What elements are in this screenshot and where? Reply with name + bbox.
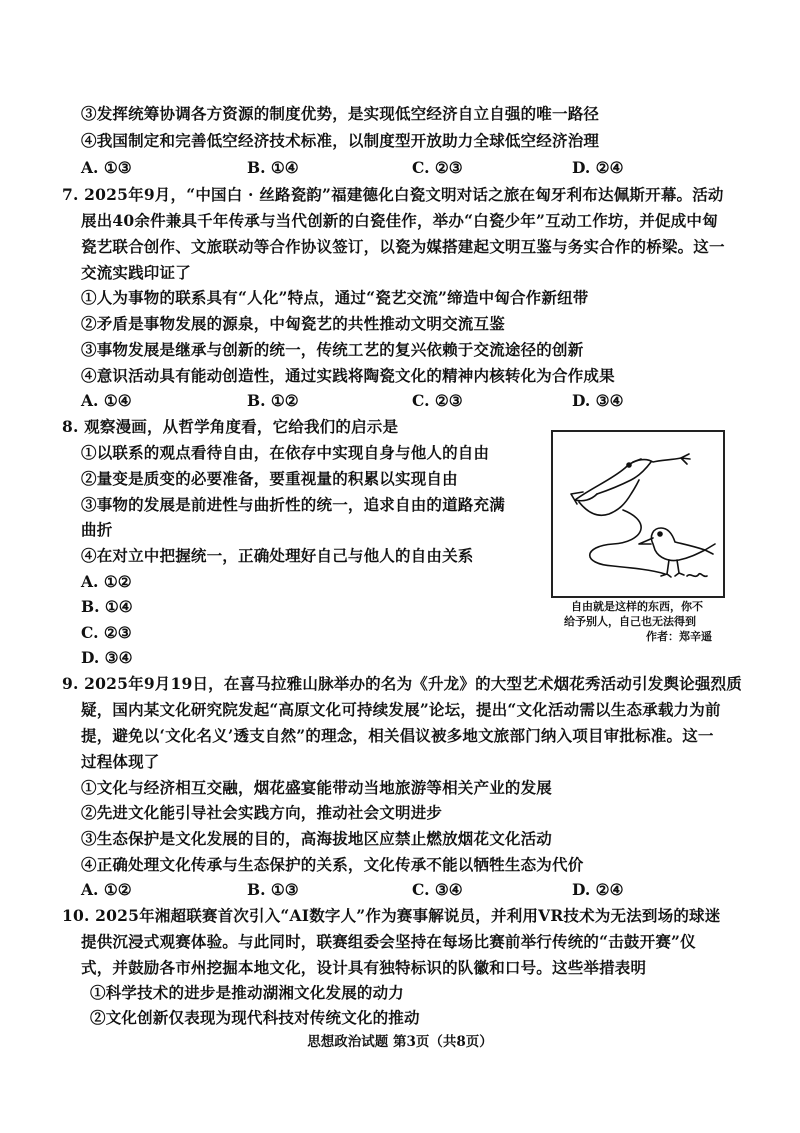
q6-option-b: B. ①④ (247, 158, 299, 177)
q7-stem-line-3: 瓷艺联合创作、文旅联动等合作协议签订，以瓷为媒搭建起文明互鉴与务实合作的桥梁。这一 (81, 237, 725, 256)
q9-option-c: C. ③④ (412, 880, 463, 899)
q10-stem-line-3: 式，并鼓励各市州挖掘本地文化，设计具有独特标识的队徽和口号。这些举措表明 (81, 958, 647, 977)
q10-item-2: ②文化创新仅表现为现代科技对传统文化的推动 (90, 1008, 420, 1027)
q7-option-a: A. ①④ (81, 391, 132, 410)
q9-option-b: B. ①③ (247, 880, 299, 899)
q9-item-1: ①文化与经济相互交融，烟花盛宴能带动当地旅游等相关产业的发展 (81, 778, 553, 797)
q8-option-b: B. ①④ (81, 597, 133, 616)
q8-option-a: A. ①② (81, 572, 132, 591)
ribbon-line (590, 510, 665, 574)
cartoon-caption-line-2: 给予别人，自己也无法得到 (564, 615, 696, 628)
q6-option-c: C. ②③ (412, 158, 463, 177)
q10-item-1: ①科学技术的进步是推动湖湘文化发展的动力 (90, 983, 405, 1002)
q8-item-4: ④在对立中把握统一，正确处理好自己与他人的自由关系 (81, 546, 474, 565)
q6-option-a: A. ①③ (81, 158, 132, 177)
q9-option-d: D. ②④ (572, 880, 624, 899)
q7-option-d: D. ③④ (572, 391, 624, 410)
q7-stem-line-4: 交流实践印证了 (81, 263, 191, 282)
q9-item-4: ④正确处理文化传承与生态保护的关系，文化传承不能以牺牲生态为代价 (81, 855, 584, 874)
q7-option-b: B. ①② (247, 391, 299, 410)
q9-stem-line-2: 疑，国内某文化研究院发起“高原文化可持续发展”论坛，提出“文化活动需以生态承载力为前 (81, 700, 721, 719)
q8-item-2: ②量变是质变的必要准备，要重视量的积累以实现自由 (81, 469, 458, 488)
q8-option-c: C. ②③ (81, 623, 132, 642)
q10-stem-line-1: 10. 2025年湘超联赛首次引入“AI数字人”作为赛事解说员，并利用VR技术为无法到场的球迷 (62, 906, 721, 925)
cartoon-illustration (551, 430, 725, 598)
q8-item-1: ①以联系的观点看待自由，在依存中实现自身与他人的自由 (81, 443, 490, 462)
q7-item-3: ③事物发展是继承与创新的统一，传统工艺的复兴依赖于交流途径的创新 (81, 340, 584, 359)
q9-option-a: A. ①② (81, 880, 132, 899)
q7-option-c: C. ②③ (412, 391, 463, 410)
cartoon-drawing (553, 432, 723, 596)
q8-option-d: D. ③④ (81, 648, 133, 667)
q6-item-4: ④我国制定和完善低空经济技术标准，以制度型开放助力全球低空经济治理 (81, 131, 600, 150)
cartoon-author: 作者：郑辛遥 (646, 630, 712, 643)
page-footer: 思想政治试题 第3页（共8页） (307, 1034, 493, 1050)
q7-item-2: ②矛盾是事物发展的源泉，中匈瓷艺的共性推动文明交流互鉴 (81, 314, 505, 333)
q10-stem-line-2: 提供沉浸式观赛体验。与此同时，联赛组委会坚持在每场比赛前举行传统的“击鼓开赛”仪 (81, 932, 696, 951)
q7-item-4: ④意识活动具有能动创造性，通过实践将陶瓷文化的精神内核转化为合作成果 (81, 366, 615, 385)
q7-stem-line-1: 7. 2025年9月，“中国白 · 丝路瓷韵”福建德化白瓷文明对话之旅在匈牙利布达佩斯开幕。活动 (62, 185, 724, 204)
q7-item-1: ①人为事物的联系具有“人化”特点，通过“瓷艺交流”缔造中匈合作新纽带 (81, 288, 589, 307)
q9-stem-line-3: 提，避免以‘文化名义’透支自然”的理念，相关倡议被多地文旅部门纳入项目审批标准。这一 (81, 726, 714, 745)
q7-stem-line-2: 展出40余件兼具千年传承与当代创新的白瓷佳作，举办“白瓷少年”互动工作坊，并促成中匈 (81, 211, 718, 230)
q9-stem-line-1: 9. 2025年9月19日，在喜马拉雅山脉举办的名为《升龙》的大型艺术烟花秀活动引发舆论强烈质 (62, 674, 742, 693)
q6-item-3: ③发挥统筹协调各方资源的制度优势，是实现低空经济自立自强的唯一路径 (81, 104, 600, 123)
q8-item-3: ③事物的发展是前进性与曲折性的统一，追求自由的道路充满 (81, 495, 505, 514)
cartoon-caption-line-1: 自由就是这样的东西，你不 (571, 600, 703, 613)
q6-option-d: D. ②④ (572, 158, 624, 177)
q9-stem-line-4: 过程体现了 (81, 752, 160, 771)
q9-item-2: ②先进文化能引导社会实践方向，推动社会文明进步 (81, 803, 443, 822)
q8-stem: 8. 观察漫画，从哲学角度看，它给我们的启示是 (62, 417, 399, 436)
q9-item-3: ③生态保护是文化发展的目的，高海拔地区应禁止燃放烟花文化活动 (81, 829, 553, 848)
q8-item-3-cont: 曲折 (81, 520, 113, 539)
